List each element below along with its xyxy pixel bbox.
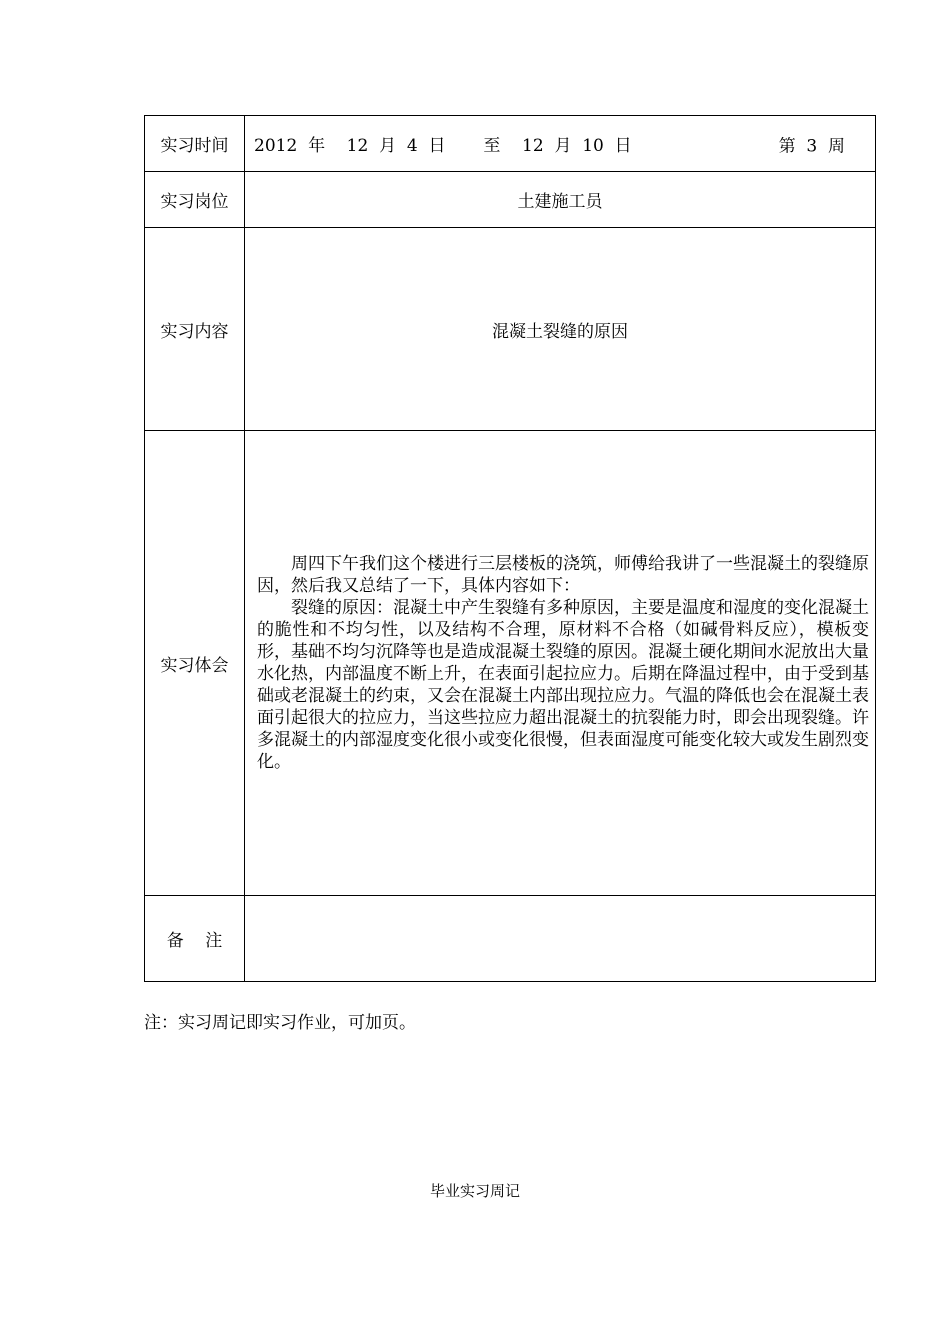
experience-paragraph-2: 裂缝的原因：混凝土中产生裂缝有多种原因，主要是温度和湿度的变化混凝土的脆性和不均匀性，以及结构不合理，原材料不合格（如碱骨料反应），模板变形，基础不均匀沉降等也是造成混凝土裂缝的原因。混凝土硬化期间水泥放出大量水化热，内部温度不断上升，在表面引起拉应力。后期在降温过程中，由于受到基础或老混凝土的约束，又会在混凝土内部出现拉应力。气温的降低也会在混凝土表面引起很大的拉应力，当这些拉应力超出混凝土的抗裂能力时，即会出现裂缝。许多混凝土的内部湿度变化很小或变化很慢，但表面湿度可能变化较大或发生剧烈变化。 [257, 598, 869, 772]
footnote: 注：实习周记即实习作业，可加页。 [144, 1013, 416, 1033]
internship-time-value: 2012 年 12 月 4 日 至 12 月 10 日 [254, 136, 632, 156]
experience-paragraph-1: 周四下午我们这个楼进行三层楼板的浇筑，师傅给我讲了一些混凝土的裂缝原因，然后我又总结了一下，具体内容如下： [257, 554, 869, 596]
internship-content-value: 混凝土裂缝的原因 [245, 228, 876, 431]
internship-post-row [145, 172, 876, 228]
internship-experience-text [245, 431, 876, 896]
remarks-value [245, 896, 876, 982]
internship-post-label: 实习岗位 [145, 172, 245, 228]
internship-post-value: 土建施工员 [245, 172, 876, 228]
internship-content-label: 实习内容 [145, 228, 245, 431]
internship-week-value: 第 3 周 [778, 136, 845, 156]
weekly-journal-table [144, 115, 876, 982]
remarks-label: 备 注 [145, 896, 245, 982]
internship-time-row [145, 116, 876, 172]
internship-experience-label: 实习体会 [145, 431, 245, 896]
internship-time-cell [245, 116, 876, 172]
internship-experience-row [145, 431, 876, 896]
internship-time-label: 实习时间 [145, 116, 245, 172]
internship-content-row [145, 228, 876, 431]
remarks-row [145, 896, 876, 982]
page-footer: 毕业实习周记 [429, 1182, 520, 1200]
